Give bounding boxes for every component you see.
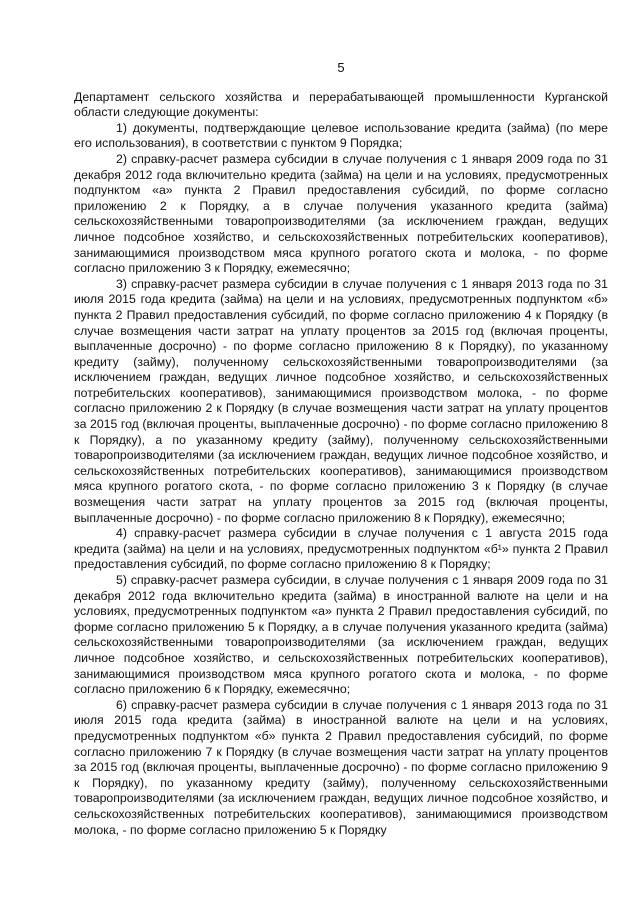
document-list <box>74 121 608 838</box>
page-number: 5 <box>337 60 345 75</box>
list-item-4: 4) справку-расчет размера субсидии в случае получения с 1 августа 2015 года кредита (займа) на цели и на условиях, предусмотренных подпунктом «б¹» пункта 2 Правил предоставления субсидий, по форме согласно приложению 8 к Порядку; <box>74 526 608 572</box>
list-item-2: 2) справку-расчет размера субсидии в случае получения с 1 января 2009 года по 31 декабря 2012 года включительно кредита (займа) на цели и на условиях, предусмотренных подпунктом «а» пункта 2 Правил предоставления субсидий, по форме согласно приложению 2 к Порядку, а в случае получения указанного кредита (займа) сельскохозяйственными товаропроизводителями (за исключением граждан, ведущих личное подсобное хозяйство, и сельскохозяйственных потребительских кооперативов), занимающимися производством мяса крупного рогатого скота и молока, - по форме согласно приложению 3 к Порядку, ежемесячно; <box>74 151 608 276</box>
list-item-6: 6) справку-расчет размера субсидии в случае получения с 1 января 2013 года по 31 июля 2015 года кредита (займа) в иностранной валюте на цели и на условиях, предусмотренных подпунктом «б» пункта 2 Правил предоставления субсидий, по форме согласно приложению 7 к Порядку (в случае возмещения части затрат на уплату процентов за 2015 год (включая проценты, выплаченные досрочно) - по форме согласно приложению 9 к Порядку), по указанному кредиту (займу), полученному сельскохозяйственными товаропроизводителями (за исключением граждан, ведущих личное подсобное хозяйство, и сельскохозяйственных потребительских кооперативов), занимающимися производством молока, - по форме согласно приложению 5 к Порядку <box>74 697 608 837</box>
list-item-1: 1) документы, подтверждающие целевое использование кредита (займа) (по мере его использования), в соответствии с пунктом 9 Порядка; <box>74 120 608 151</box>
list-item-5: 5) справку-расчет размера субсидии, в случае получения с 1 января 2009 года по 31 декабря 2012 года включительно кредита (займа) в иностранной валюте на цели и на условиях, предусмотренных подпунктом «а» пункта 2 Правил предоставления субсидий, по форме согласно приложению 5 к Порядку, а в случае получения указанного кредита (займа) сельскохозяйственными товаропроизводителями (за исключением граждан, ведущих личное подсобное хозяйство, и сельскохозяйственных потребительских кооперативов), занимающимися производством мяса крупного рогатого скота и молока, - по форме согласно приложению 6 к Порядку, ежемесячно; <box>74 573 608 697</box>
list-item-3: 3) справку-расчет размера субсидии в случае получения с 1 января 2013 года по 31 июля 2015 года кредита (займа) на цели и на условиях, предусмотренных подпунктом «б» пункта 2 Правил предоставления субсидий, по форме согласно приложению 4 к Порядку (в случае возмещения части затрат на уплату процентов за 2015 год (включая проценты, выплаченные досрочно) - по форме согласно приложению 8 к Порядку), по указанному кредиту (займу), полученному сельскохозяйственными товаропроизводителями (за исключением граждан, ведущих личное подсобное хозяйство, и сельскохозяйственных потребительских кооперативов), занимающимися производством молока, - по форме согласно приложению 2 к Порядку (в случае возмещения части затрат на уплату процентов за 2015 год (включая проценты, выплаченные досрочно) - по форме согласно приложению 8 к Порядку), а по указанному кредиту (займу), полученному сельскохозяйственными товаропроизводителями (за исключением граждан, ведущих личное подсобное хозяйство, и сельскохозяйственных потребительских кооперативов), занимающимися производством мяса крупного рогатого скота, - по форме согласно приложению 3 к Порядку (в случае возмещения части затрат на уплату процентов за 2015 год (включая проценты, выплаченные досрочно) - по форме согласно приложению 8 к Порядку), ежемесячно; <box>74 276 608 525</box>
intro-paragraph: Департамент сельского хозяйства и перерабатывающей промышленности Курганской области следующие документы: <box>74 89 608 120</box>
